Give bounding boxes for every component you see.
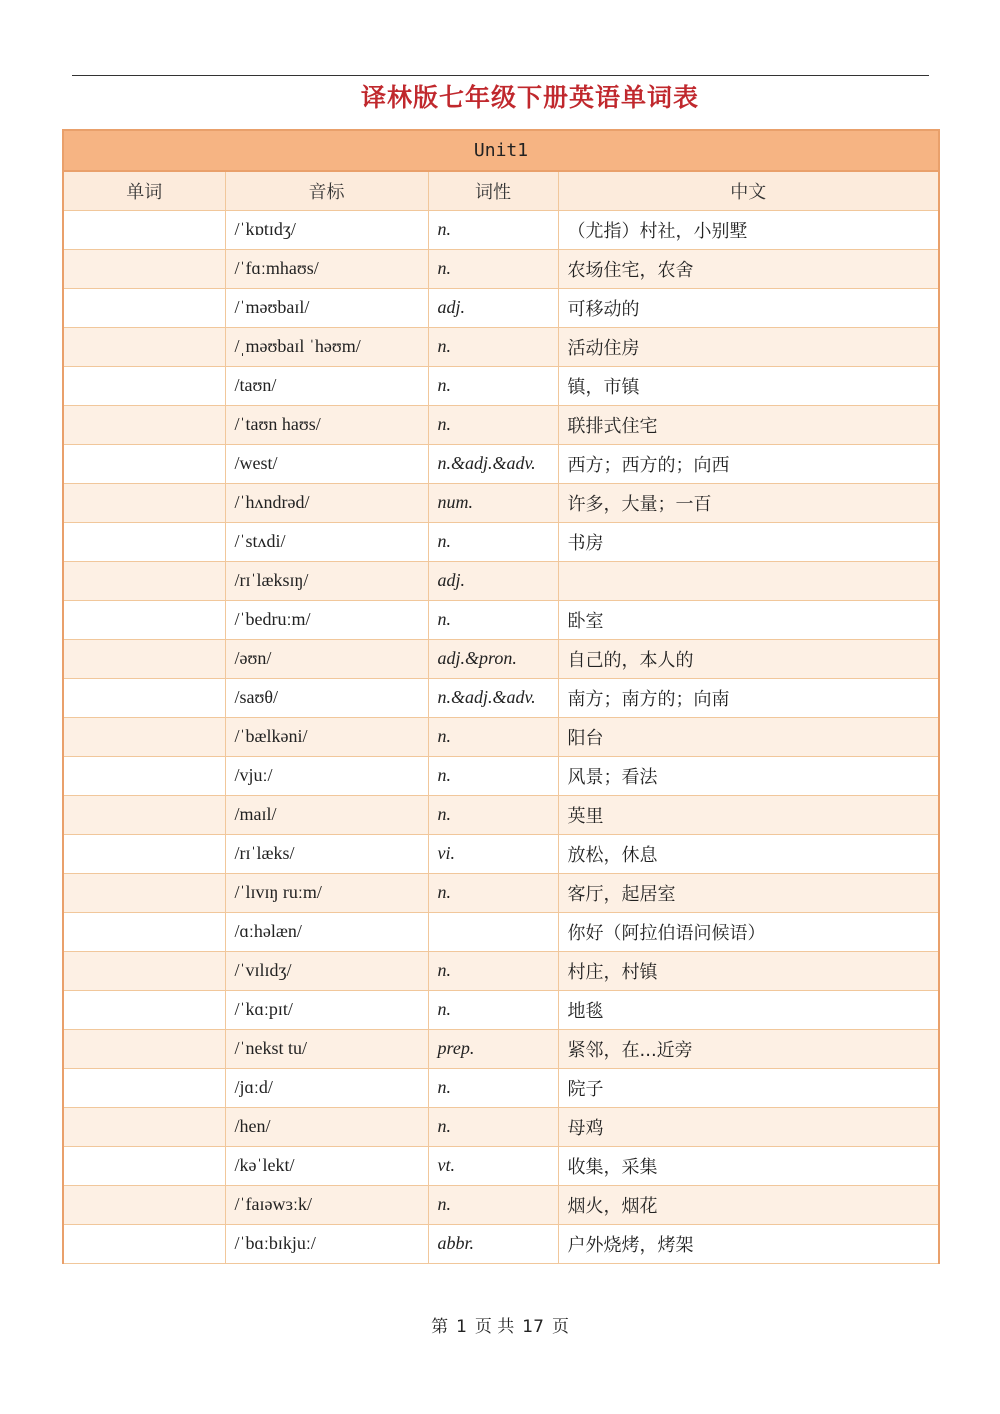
cell-phonetic: /ˌməʊbaɪl ˈhəʊm/ [225, 327, 428, 366]
table-row [63, 912, 939, 951]
cell-word [63, 366, 225, 405]
cell-pos: n. [428, 249, 558, 288]
cell-phonetic: /ˈbɑːbɪkjuː/ [225, 1224, 428, 1263]
cell-word [63, 483, 225, 522]
cell-meaning: 书房 [558, 522, 939, 561]
cell-meaning: 阳台 [558, 717, 939, 756]
cell-word [63, 600, 225, 639]
cell-pos: n. [428, 873, 558, 912]
table-row [63, 249, 939, 288]
table-row [63, 561, 939, 600]
footer-suffix: 页 [551, 1317, 569, 1337]
cell-pos: n.&adj.&adv. [428, 444, 558, 483]
cell-word [63, 1185, 225, 1224]
table-row [63, 1029, 939, 1068]
cell-word [63, 834, 225, 873]
cell-phonetic: /əʊn/ [225, 639, 428, 678]
cell-word [63, 327, 225, 366]
cell-word [63, 210, 225, 249]
cell-pos: n. [428, 366, 558, 405]
cell-pos: abbr. [428, 1224, 558, 1263]
cell-meaning: 自己的，本人的 [558, 639, 939, 678]
cell-pos: n. [428, 1185, 558, 1224]
table-row [63, 327, 939, 366]
cell-phonetic: /ˈvɪlɪdʒ/ [225, 951, 428, 990]
cell-meaning: 客厅，起居室 [558, 873, 939, 912]
table-row [63, 600, 939, 639]
cell-pos: vi. [428, 834, 558, 873]
table-row [63, 405, 939, 444]
cell-word [63, 873, 225, 912]
cell-pos: n. [428, 1107, 558, 1146]
cell-word [63, 756, 225, 795]
column-header-phonetic: 音标 [225, 171, 428, 210]
table-row [63, 639, 939, 678]
table-row [63, 990, 939, 1029]
cell-phonetic: /ˈfaɪəwɜːk/ [225, 1185, 428, 1224]
cell-word [63, 444, 225, 483]
table-row [63, 1146, 939, 1185]
cell-meaning: 镇，市镇 [558, 366, 939, 405]
column-header-meaning: 中文 [558, 171, 939, 210]
table-row [63, 873, 939, 912]
cell-pos: n. [428, 522, 558, 561]
cell-phonetic: /ˈməʊbaɪl/ [225, 288, 428, 327]
table-row [63, 756, 939, 795]
cell-word [63, 405, 225, 444]
table-row [63, 678, 939, 717]
cell-phonetic: /ˈnekst tu/ [225, 1029, 428, 1068]
cell-meaning: 卧室 [558, 600, 939, 639]
cell-word [63, 1146, 225, 1185]
cell-meaning: 村庄，村镇 [558, 951, 939, 990]
column-header-word: 单词 [63, 171, 225, 210]
cell-pos: adj.&pron. [428, 639, 558, 678]
cell-word [63, 288, 225, 327]
cell-meaning: 户外烧烤，烤架 [558, 1224, 939, 1263]
cell-phonetic: /hen/ [225, 1107, 428, 1146]
cell-meaning: 你好（阿拉伯语问候语） [558, 912, 939, 951]
cell-word [63, 678, 225, 717]
cell-pos: n. [428, 795, 558, 834]
table-row [63, 522, 939, 561]
cell-phonetic: /rɪˈlæks/ [225, 834, 428, 873]
cell-phonetic: /saʊθ/ [225, 678, 428, 717]
cell-word [63, 912, 225, 951]
cell-meaning: 母鸡 [558, 1107, 939, 1146]
cell-meaning: 南方；南方的；向南 [558, 678, 939, 717]
table-row [63, 288, 939, 327]
table-row [63, 795, 939, 834]
footer-middle: 页 共 [474, 1317, 515, 1337]
cell-meaning: 可移动的 [558, 288, 939, 327]
cell-pos [428, 912, 558, 951]
cell-meaning: 地毯 [558, 990, 939, 1029]
footer-total-pages: 17 [522, 1317, 544, 1337]
page-footer [0, 1312, 1000, 1337]
cell-pos: n. [428, 1068, 558, 1107]
vocabulary-table [62, 129, 940, 1264]
table-row [63, 444, 939, 483]
cell-pos: n. [428, 405, 558, 444]
cell-meaning: 风景；看法 [558, 756, 939, 795]
cell-phonetic: /west/ [225, 444, 428, 483]
cell-phonetic: /ˈkɒtɪdʒ/ [225, 210, 428, 249]
cell-phonetic: /ˈstʌdi/ [225, 522, 428, 561]
table-row [63, 1224, 939, 1263]
cell-phonetic: /ˈfɑːmhaʊs/ [225, 249, 428, 288]
cell-pos: n. [428, 600, 558, 639]
cell-word [63, 990, 225, 1029]
cell-meaning: 农场住宅，农舍 [558, 249, 939, 288]
top-rule [72, 75, 929, 76]
cell-meaning: 紧邻，在...近旁 [558, 1029, 939, 1068]
cell-phonetic: /maɪl/ [225, 795, 428, 834]
cell-word [63, 1107, 225, 1146]
cell-pos: num. [428, 483, 558, 522]
cell-phonetic: /vjuː/ [225, 756, 428, 795]
table-row [63, 1068, 939, 1107]
unit-label: Unit1 [63, 130, 939, 171]
cell-phonetic: /ˈlɪvɪŋ ruːm/ [225, 873, 428, 912]
cell-phonetic: /jɑːd/ [225, 1068, 428, 1107]
table-row [63, 951, 939, 990]
cell-phonetic: /kəˈlekt/ [225, 1146, 428, 1185]
cell-phonetic: /ˈbedruːm/ [225, 600, 428, 639]
cell-word [63, 639, 225, 678]
unit-header-row [63, 130, 939, 171]
cell-meaning: 英里 [558, 795, 939, 834]
table-row [63, 834, 939, 873]
cell-meaning: 放松，休息 [558, 834, 939, 873]
column-header-row [63, 171, 939, 210]
cell-pos: n.&adj.&adv. [428, 678, 558, 717]
cell-meaning: 收集，采集 [558, 1146, 939, 1185]
cell-meaning: 活动住房 [558, 327, 939, 366]
cell-meaning: 院子 [558, 1068, 939, 1107]
cell-pos: prep. [428, 1029, 558, 1068]
cell-word [63, 1029, 225, 1068]
cell-word [63, 795, 225, 834]
column-header-pos: 词性 [428, 171, 558, 210]
cell-phonetic: /taʊn/ [225, 366, 428, 405]
cell-pos: n. [428, 717, 558, 756]
table-row [63, 483, 939, 522]
cell-pos: n. [428, 990, 558, 1029]
cell-phonetic: /rɪˈlæksɪŋ/ [225, 561, 428, 600]
cell-word [63, 249, 225, 288]
footer-page-number: 1 [456, 1317, 467, 1337]
cell-phonetic: /ˈtaʊn haʊs/ [225, 405, 428, 444]
cell-word [63, 522, 225, 561]
cell-pos: n. [428, 951, 558, 990]
cell-pos: n. [428, 210, 558, 249]
cell-meaning: 联排式住宅 [558, 405, 939, 444]
vocabulary-table-body [63, 210, 939, 1263]
cell-word [63, 1068, 225, 1107]
table-row [63, 366, 939, 405]
cell-word [63, 951, 225, 990]
cell-phonetic: /ˈkɑːpɪt/ [225, 990, 428, 1029]
cell-meaning: （尤指）村社，小别墅 [558, 210, 939, 249]
cell-meaning: 许多，大量；一百 [558, 483, 939, 522]
cell-word [63, 717, 225, 756]
cell-pos: vt. [428, 1146, 558, 1185]
cell-meaning [558, 561, 939, 600]
cell-phonetic: /ˈbælkəni/ [225, 717, 428, 756]
document-title: 译林版七年级下册英语单词表 [360, 83, 699, 112]
table-row [63, 1107, 939, 1146]
cell-meaning: 西方；西方的；向西 [558, 444, 939, 483]
footer-prefix: 第 [431, 1317, 449, 1337]
cell-word [63, 561, 225, 600]
table-row [63, 210, 939, 249]
table-row [63, 1185, 939, 1224]
cell-pos: n. [428, 756, 558, 795]
cell-pos: adj. [428, 561, 558, 600]
cell-phonetic: /ˈhʌndrəd/ [225, 483, 428, 522]
cell-pos: adj. [428, 288, 558, 327]
cell-pos: n. [428, 327, 558, 366]
cell-word [63, 1224, 225, 1263]
cell-meaning: 烟火，烟花 [558, 1185, 939, 1224]
cell-phonetic: /ɑːhəlæn/ [225, 912, 428, 951]
table-row [63, 717, 939, 756]
